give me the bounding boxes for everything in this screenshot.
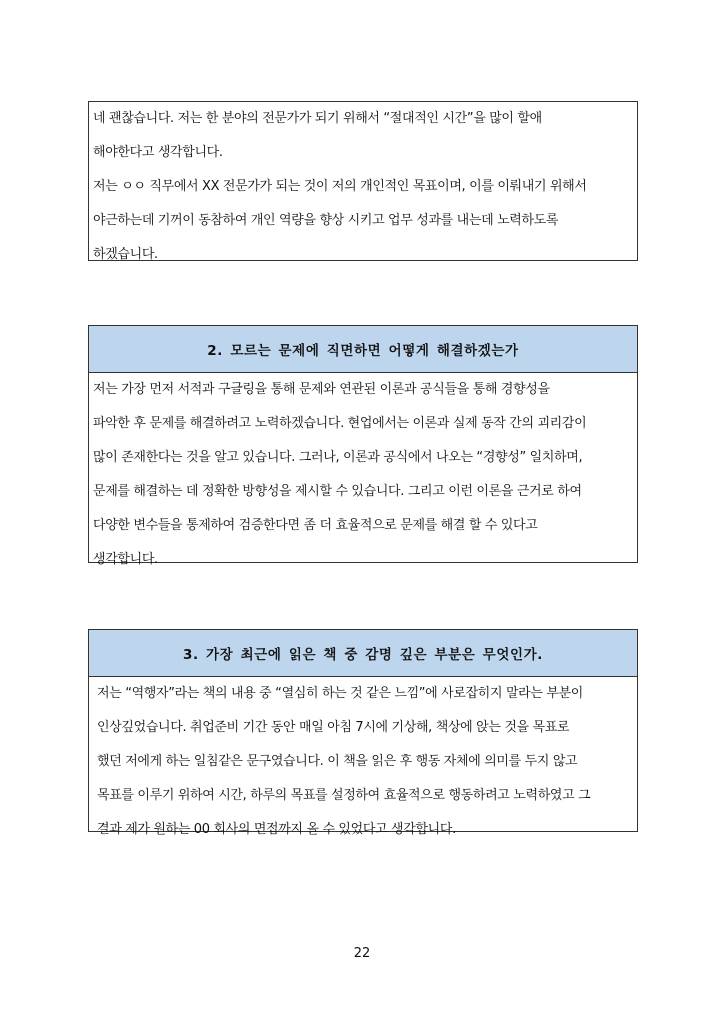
answer-body-3	[89, 677, 637, 847]
answer-body-2	[89, 373, 637, 577]
answer-line: 네 괜찮습니다. 저는 한 분야의 전문가가 되기 위해서 “절대적인 시간”을 많이 할애	[93, 111, 542, 126]
answer-line: 저는 “역행자”라는 책의 내용 중 “열심히 하는 것 같은 느낌”에 사로잡히지 말라는 부분이	[97, 686, 584, 701]
answer-box-1	[88, 101, 638, 261]
answer-line: 했던 저에게 하는 일침같은 문구였습니다. 이 책을 읽은 후 행동 자체에 의미를 두지 않고	[97, 754, 578, 769]
answer-line: 다양한 변수들을 통제하여 검증한다면 좀 더 효율적으로 문제를 해결 할 수 있다고	[93, 518, 538, 533]
answer-line: 하겠습니다.	[93, 247, 158, 262]
answer-body-1	[89, 102, 637, 272]
answer-line: 인상깊었습니다. 취업준비 기간 동안 매일 아침 7시에 기상해, 책상에 앉는 것을 목표로	[97, 720, 570, 735]
question-title-2: 2. 모르는 문제에 직면하면 어떻게 해결하겠는가	[89, 326, 637, 373]
answer-line: 파악한 후 문제를 해결하려고 노력하겠습니다. 현업에서는 이론과 실제 동작 간의 괴리감이	[93, 416, 587, 431]
question-box-2	[88, 325, 638, 567]
question-title-3: 3. 가장 최근에 읽은 책 중 감명 깊은 부분은 무엇인가.	[89, 630, 637, 677]
answer-line: 생각합니다.	[93, 552, 158, 567]
answer-line: 저는 ㅇㅇ 직무에서 XX 전문가가 되는 것이 저의 개인적인 목표이며, 이를 이뤄내기 위해서	[93, 179, 587, 194]
answer-line: 많이 존재한다는 것을 알고 있습니다. 그러나, 이론과 공식에서 나오는 “경향성” 일치하며,	[93, 450, 583, 465]
answer-line: 저는 가장 먼저 서적과 구글링을 통해 문제와 연관된 이론과 공식들을 통해 경향성을	[93, 382, 550, 397]
answer-line: 해야한다고 생각합니다.	[93, 145, 223, 160]
answer-line: 문제를 해결하는 데 정확한 방향성을 제시할 수 있습니다. 그리고 이런 이론을 근거로 하여	[93, 484, 582, 499]
question-box-3	[88, 629, 638, 837]
answer-line: 야근하는데 기꺼이 동참하여 개인 역량을 향상 시키고 업무 성과를 내는데 노력하도록	[93, 213, 559, 228]
page-number: 22	[353, 946, 371, 961]
answer-line: 결과 제가 원하는 00 회사의 면접까지 올 수 있었다고 생각합니다.	[97, 822, 456, 837]
answer-line: 목표를 이루기 위하여 시간, 하루의 목표를 설정하여 효율적으로 행동하려고 노력하였고 그	[97, 788, 591, 803]
